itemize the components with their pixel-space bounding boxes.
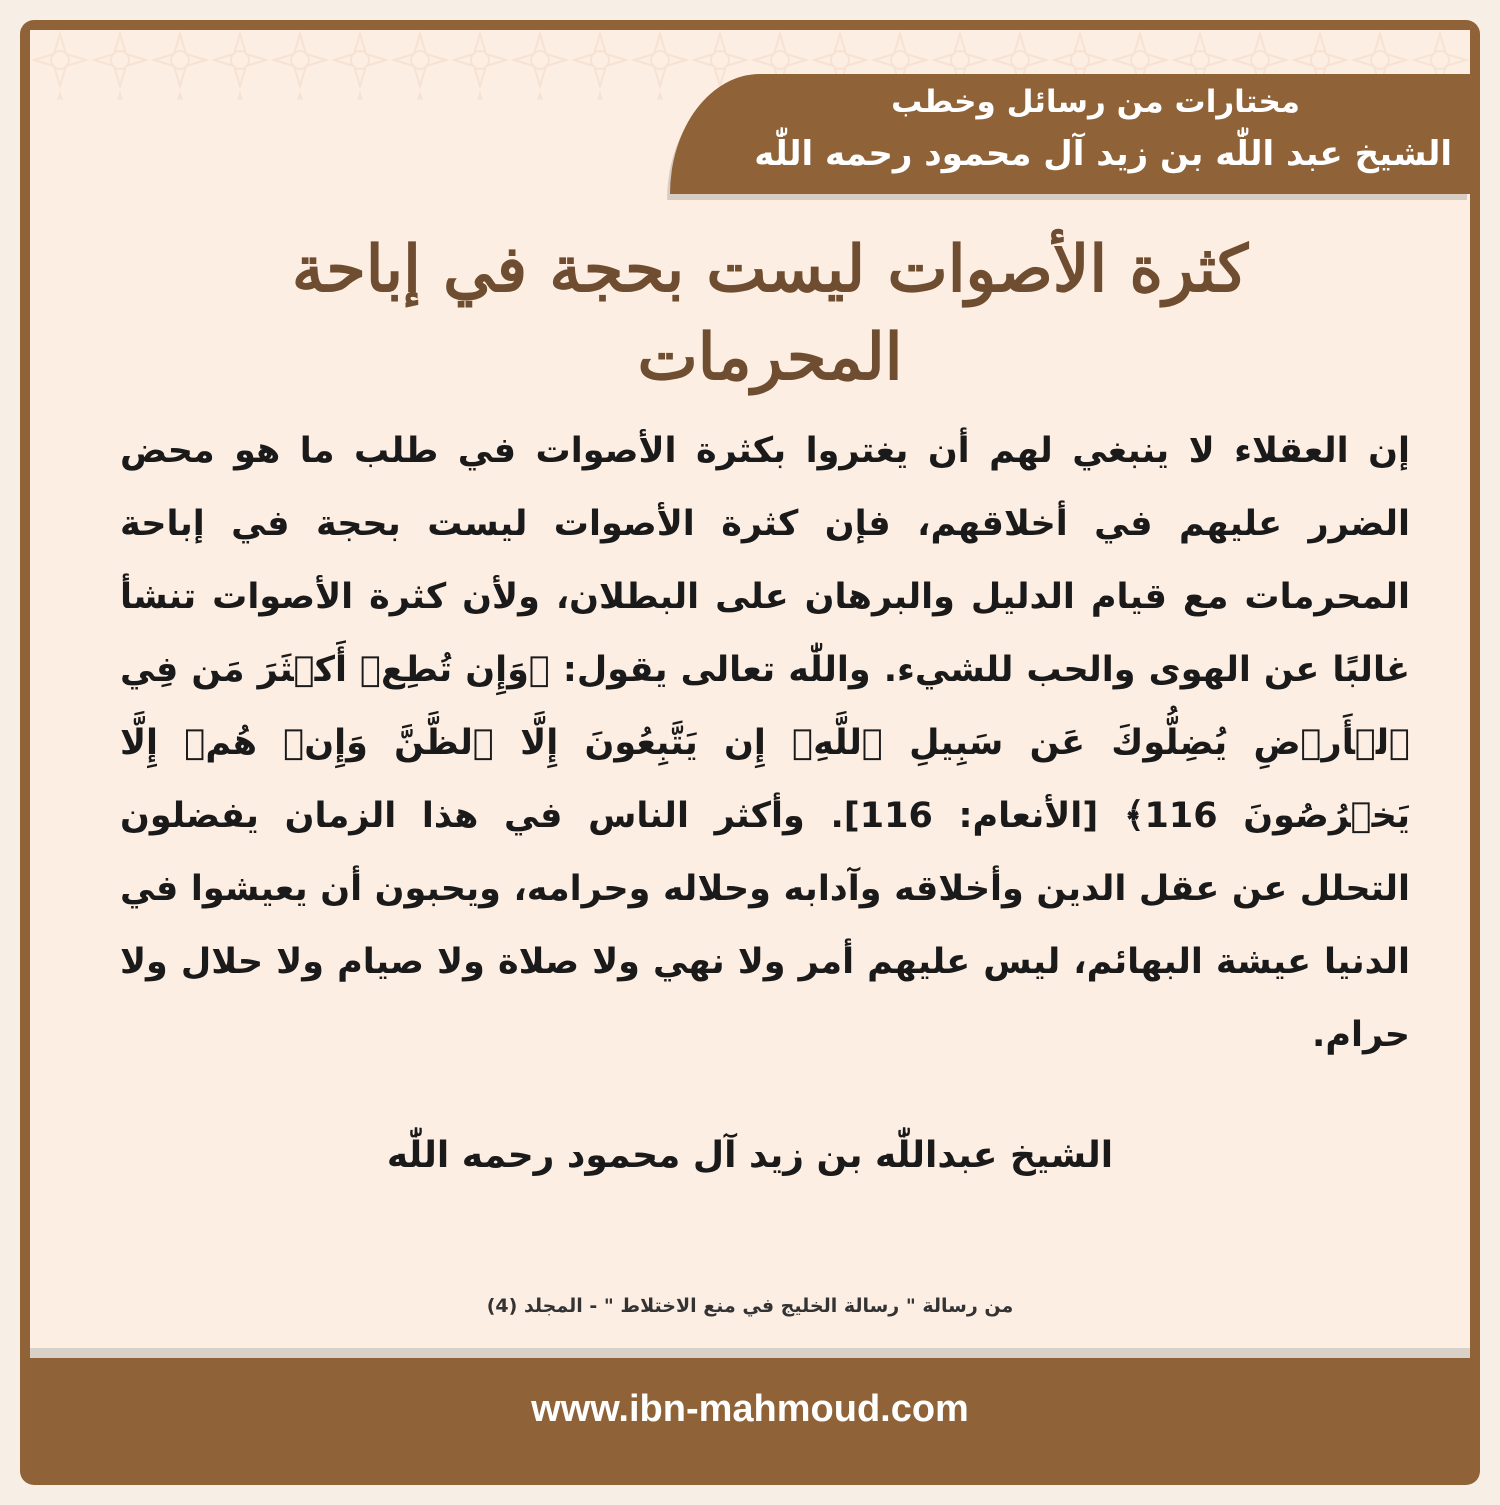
header-banner <box>670 74 1470 194</box>
article-body: إن العقلاء لا ينبغي لهم أن يغتروا بكثرة الأصوات في طلب ما هو محض الضرر عليهم في أخلاقهم، فإن كثرة الأصوات ليست بحجة في إباحة المحرمات مع قيام الدليل والبرهان على البطلان، ولأن كثرة الأصوات تنشأ غالبًا عن الهوى والحب للشيء. واللّٰه تعالى يقول: ﴿وَإِن تُطِعۡ أَكۡثَرَ مَن فِي ٱلۡأَرۡضِ يُضِلُّوكَ عَن سَبِيلِ ٱللَّهِۚ إِن يَتَّبِعُونَ إِلَّا ٱلظَّنَّ وَإِنۡ هُمۡ إِلَّا يَخۡرُصُونَ 116﴾ [الأنعام: 116]. وأكثر الناس في هذا الزمان يفضلون التحلل عن عقل الدين وأخلاقه وآدابه وحلاله وحرامه، ويحبون أن يعيشوا في الدنيا عيشة البهائم، ليس عليهم أمر ولا نهي ولا صلاة ولا صيام ولا حلال ولا حرام. <box>120 431 1411 1055</box>
website-url[interactable]: www.ibn-mahmoud.com <box>531 1388 969 1430</box>
content-panel <box>30 30 1470 1358</box>
post-card <box>20 20 1480 1485</box>
header-author-name: الشيخ عبد اللّٰه بن زيد آل محمود رحمه اللّٰه <box>754 134 1452 174</box>
article-title: كثرة الأصوات ليست بحجة في إباحة المحرمات <box>291 232 1249 395</box>
panel-divider <box>30 1348 1470 1358</box>
author-signature: الشيخ عبداللّٰه بن زيد آل محمود رحمه اللّٰه <box>386 1135 1114 1176</box>
source-citation: من رسالة " رسالة الخليج في منع الاختلاط " - المجلد (4) <box>486 1295 1014 1317</box>
header-series-title: مختارات من رسائل وخطب <box>891 84 1300 120</box>
